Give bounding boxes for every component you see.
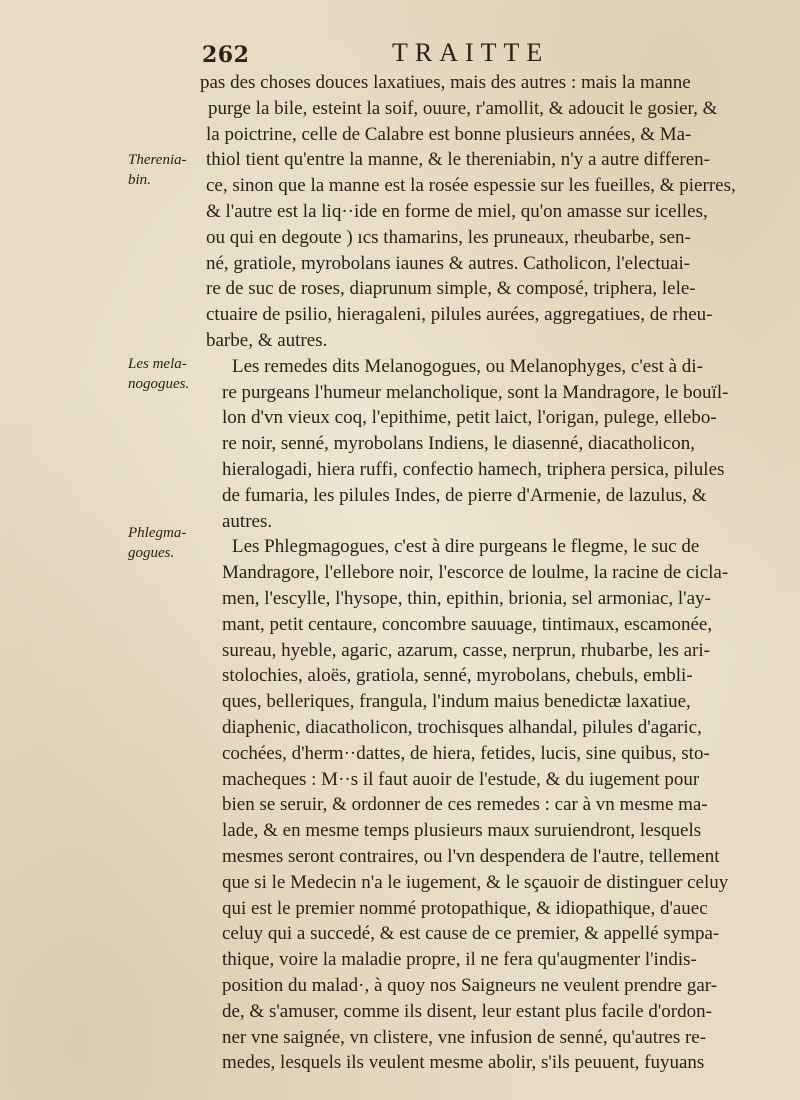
margin-note-therenia	[128, 150, 187, 190]
margin-note-line: bin.	[128, 172, 151, 188]
text-line: celuy qui a succedé, & est cause de ce premier, & appellé sympa-	[222, 923, 720, 945]
margin-note-line: nogogues.	[128, 376, 190, 392]
text-line: autres.	[222, 510, 273, 532]
text-line: macheques : M··s il faut auoir de l'estude, & du iugement pour	[222, 768, 700, 790]
text-line: ctuaire de psilio, hieragaleni, pilules aurées, aggregatiues, de rheu-	[206, 304, 713, 326]
page-number: 262	[202, 42, 250, 68]
text-line: barbe, & autres.	[206, 330, 328, 351]
text-line: de, & s'amuser, comme ils disent, leur estant plus facile d'ordon-	[222, 1000, 712, 1022]
text-line: que si le Medecin n'a le iugement, & le sçauoir de distinguer celuy	[222, 871, 729, 893]
text-line: medes, lesquels ils veulent mesme abolir, s'ils peuuent, fuyuans	[222, 1052, 705, 1074]
text-line: ner vne saignée, vn clistere, vne infusion de senné, qu'autres re-	[222, 1026, 707, 1048]
text-line: lon d'vn vieux coq, l'epithime, petit laict, l'origan, pulege, ellebo-	[222, 407, 717, 429]
text-line: position du malad·, à quoy nos Saigneurs ne veulent prendre gar-	[222, 975, 718, 996]
text-line: ques, belleriques, frangula, l'indum maius benedictæ laxatiue,	[222, 691, 691, 713]
text-line: & l'autre est la liq··ide en forme de miel, qu'on amasse sur icelles,	[206, 201, 708, 222]
text-line: mant, petit centaure, concombre sauuage, tintimaux, escamonée,	[222, 613, 713, 635]
text-line: ou qui en degoute ) ıcs thamarins, les pruneaux, rheubarbe, sen-	[206, 226, 691, 248]
text-line: sureau, hyeble, agaric, azarum, casse, nerprun, rhubarbe, les ari-	[222, 639, 710, 661]
running-head: TRAITTE	[392, 38, 550, 67]
text-line: cochées, d'herm··dattes, de hiera, fetides, lucis, sine quibus, sto-	[222, 742, 710, 764]
text-line: diaphenic, diacatholicon, trochisques alhandal, pilules d'agaric,	[222, 717, 702, 738]
text-line: re de suc de roses, diaprunum simple, & composé, triphera, lele-	[206, 278, 696, 300]
margin-note-line: Les mela-	[128, 356, 187, 372]
text-line: thiol tient qu'entre la manne, & le thereniabin, n'y a autre differen-	[206, 149, 711, 171]
text-line: lade, & en mesme temps plusieurs maux suruiendront, lesquels	[222, 820, 702, 842]
text-line: pas des choses douces laxatiues, mais des autres : mais la manne	[200, 72, 691, 93]
margin-note-line: Phlegma-	[128, 525, 187, 541]
text-line: qui est le premier nommé protopathique, & idiopathique, d'auec	[222, 897, 708, 919]
text-line: Les Phlegmagogues, c'est à dire purgeans le flegme, le suc de	[232, 536, 700, 558]
text-line: bien se seruir, & ordonner de ces remedes : car à vn mesme ma-	[222, 794, 708, 816]
text-line: né, gratiole, myrobolans iaunes & autres. Catholicon, l'electuai-	[206, 252, 691, 274]
text-line: de fumaria, les pilules Indes, de pierre d'Armenie, de lazulus, &	[222, 484, 707, 506]
margin-note-line: gogues.	[128, 545, 175, 561]
text-line: Les remedes dits Melanogogues, ou Melanophyges, c'est à di-	[232, 355, 703, 377]
text-line: Mandragore, l'ellebore noir, l'escorce de loulme, la racine de cicla-	[222, 562, 729, 584]
text-line: re purgeans l'humeur melancholique, sont la Mandragore, le bouïl-	[222, 381, 729, 403]
margin-note-line: Therenia-	[128, 152, 187, 168]
margin-note-phlegmagogues	[128, 523, 186, 563]
text-line: re noir, senné, myrobolans Indiens, le diasenné, diacatholicon,	[222, 433, 696, 455]
text-line: hieralogadi, hiera ruffi, confectio hamech, triphera persica, pilules	[222, 459, 725, 480]
text-line: men, l'escylle, l'hysope, thin, epithin, brionia, sel armoniac, l'ay-	[222, 588, 711, 609]
text-line: mesmes seront contraires, ou l'vn despendera de l'autre, tellement	[222, 846, 720, 867]
text-line: purge la bile, esteint la soif, ouure, r'amollit, & adoucit le gosier, &	[208, 97, 718, 119]
text-line: stolochies, aloës, gratiola, senné, myrobolans, chebuls, embli-	[222, 665, 693, 687]
text-line: thique, voire la maladie propre, il ne fera qu'augmenter l'indis-	[222, 949, 697, 971]
margin-note-melanogogues	[128, 354, 189, 394]
text-line: la poictrine, celle de Calabre est bonne plusieurs années, & Ma-	[206, 123, 692, 145]
text-line: ce, sinon que la manne est la rosée espessie sur les fueilles, & pierres,	[206, 175, 736, 197]
